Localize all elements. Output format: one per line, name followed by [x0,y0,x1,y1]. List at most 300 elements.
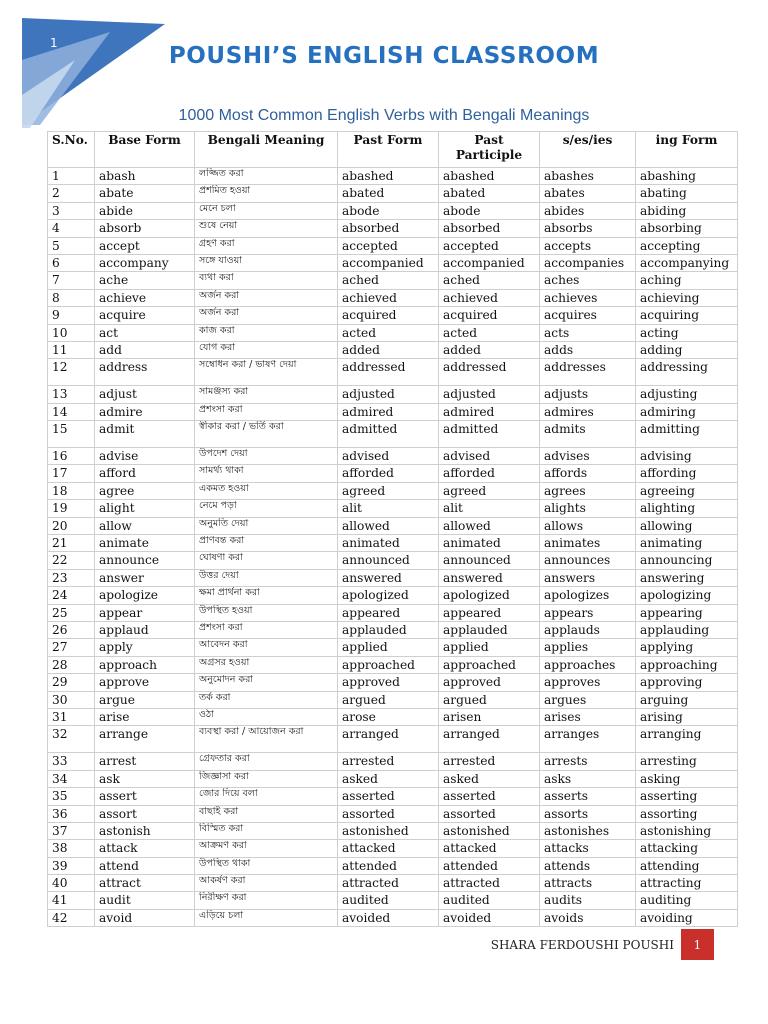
table-cell: applauded [338,621,439,638]
table-cell: addressed [338,359,439,386]
table-row [48,272,738,289]
table-cell: acts [540,324,636,341]
table-cell: abiding [636,202,738,219]
table-cell: ব্যথা করা [195,272,338,289]
table-cell: অর্জন করা [195,307,338,324]
table-cell: 10 [48,324,95,341]
table-cell: arise [95,708,195,725]
table-cell: arisen [439,708,540,725]
table-cell: appeared [338,604,439,621]
table-cell: 30 [48,691,95,708]
table-cell: avoid [95,909,195,926]
table-cell: লজ্জিত করা [195,168,338,185]
table-cell: ক্ষমা প্রার্থনা করা [195,587,338,604]
table-row [48,168,738,185]
table-row [48,403,738,420]
table-row [48,674,738,691]
table-cell: aches [540,272,636,289]
table-cell: arranges [540,726,636,753]
header-cell: S.No. [48,132,95,168]
table-cell: 31 [48,708,95,725]
table-cell: approached [338,656,439,673]
table-row [48,341,738,358]
table-cell: agreeing [636,482,738,499]
table-cell: 20 [48,517,95,534]
table-cell: ঘোষণা করা [195,552,338,569]
table-row [48,386,738,403]
table-cell: aching [636,272,738,289]
table-cell: attacked [338,840,439,857]
table-cell: প্রশমিত হওয়া [195,185,338,202]
table-cell: auditing [636,892,738,909]
table-cell: 2 [48,185,95,202]
table-cell: মেনে চলা [195,202,338,219]
table-cell: 36 [48,805,95,822]
table-cell: abate [95,185,195,202]
table-cell: admitting [636,421,738,448]
table-cell: acting [636,324,738,341]
table-row [48,691,738,708]
table-cell: achieving [636,289,738,306]
table-cell: 12 [48,359,95,386]
table-cell: arranging [636,726,738,753]
table-row [48,552,738,569]
table-cell: arising [636,708,738,725]
table-cell: attends [540,857,636,874]
table-cell: arrested [338,753,439,770]
table-row [48,307,738,324]
table-cell: absorb [95,220,195,237]
table-cell: argue [95,691,195,708]
table-row [48,604,738,621]
table-cell: applauded [439,621,540,638]
table-cell: ব্যবস্থা করা / আয়োজন করা [195,726,338,753]
table-cell: alights [540,500,636,517]
table-cell: 22 [48,552,95,569]
table-cell: absorbing [636,220,738,237]
table-cell: answers [540,569,636,586]
table-cell: avoiding [636,909,738,926]
table-row [48,185,738,202]
table-cell: সম্বোধন করা / ভাষণ দেয়া [195,359,338,386]
table-cell: answer [95,569,195,586]
table-body [48,168,738,927]
table-cell: attending [636,857,738,874]
table-cell: agreed [439,482,540,499]
table-cell: arrested [439,753,540,770]
table-cell: arrests [540,753,636,770]
table-cell: added [338,341,439,358]
table-cell: attract [95,875,195,892]
table-cell: 15 [48,421,95,448]
table-cell: 9 [48,307,95,324]
table-cell: 40 [48,875,95,892]
table-row [48,639,738,656]
table-cell: abated [338,185,439,202]
table-cell: admired [439,403,540,420]
table-cell: আকর্ষণ করা [195,875,338,892]
table-row [48,421,738,448]
table-row [48,482,738,499]
table-cell: ache [95,272,195,289]
table-cell: animate [95,535,195,552]
table-cell: সঙ্গে যাওয়া [195,254,338,271]
table-cell: attended [439,857,540,874]
table-cell: add [95,341,195,358]
table-cell: প্রাণবন্ত করা [195,535,338,552]
table-cell: approved [439,674,540,691]
table-cell: 21 [48,535,95,552]
table-cell: alit [338,500,439,517]
table-cell: act [95,324,195,341]
table-row [48,220,738,237]
table-cell: approve [95,674,195,691]
table-cell: নিরীক্ষণ করা [195,892,338,909]
table-cell: acquires [540,307,636,324]
table-cell: accepted [439,237,540,254]
table-cell: applying [636,639,738,656]
table-cell: announced [439,552,540,569]
table-cell: attack [95,840,195,857]
table-cell: announcing [636,552,738,569]
table-cell: announce [95,552,195,569]
table-cell: applaud [95,621,195,638]
table-cell: কাজ করা [195,324,338,341]
table-cell: arrange [95,726,195,753]
table-cell: সামঞ্জস্য করা [195,386,338,403]
table-cell: apologizes [540,587,636,604]
table-cell: audits [540,892,636,909]
table-cell: admiring [636,403,738,420]
table-cell: বাছাই করা [195,805,338,822]
table-row [48,359,738,386]
table-cell: allow [95,517,195,534]
table-cell: accepted [338,237,439,254]
table-cell: 3 [48,202,95,219]
table-cell: asked [338,770,439,787]
table-cell: applied [338,639,439,656]
table-row [48,465,738,482]
table-cell: apply [95,639,195,656]
table-cell: approving [636,674,738,691]
table-cell: arresting [636,753,738,770]
table-cell: assort [95,805,195,822]
table-cell: abated [439,185,540,202]
table-cell: allowing [636,517,738,534]
table-cell: abashes [540,168,636,185]
table-row [48,726,738,753]
table-cell: adjust [95,386,195,403]
table-cell: adds [540,341,636,358]
table-row [48,656,738,673]
table-cell: astonished [338,822,439,839]
table-row [48,448,738,465]
table-cell: advising [636,448,738,465]
table-cell: appeared [439,604,540,621]
table-cell: adjusting [636,386,738,403]
table-cell: arranged [439,726,540,753]
table-cell: audited [338,892,439,909]
table-row [48,254,738,271]
table-cell: assorting [636,805,738,822]
table-cell: assorted [439,805,540,822]
table-cell: acquired [338,307,439,324]
table-cell: addressed [439,359,540,386]
table-cell: advised [338,448,439,465]
table-cell: 24 [48,587,95,604]
table-cell: জোর দিয়ে বলা [195,788,338,805]
table-cell: argues [540,691,636,708]
table-cell: attend [95,857,195,874]
table-cell: শুষে নেয়া [195,220,338,237]
table-cell: অগ্রসর হওয়া [195,656,338,673]
table-cell: applies [540,639,636,656]
table-cell: 29 [48,674,95,691]
table-cell: attended [338,857,439,874]
table-cell: accept [95,237,195,254]
table-cell: 41 [48,892,95,909]
table-cell: 33 [48,753,95,770]
table-cell: উপস্থিত থাকা [195,857,338,874]
table-cell: ask [95,770,195,787]
table-cell: 32 [48,726,95,753]
table-cell: approach [95,656,195,673]
table-cell: আক্রমণ করা [195,840,338,857]
table-cell: abode [338,202,439,219]
table-cell: adding [636,341,738,358]
table-cell: alit [439,500,540,517]
header-cell: ing Form [636,132,738,168]
table-cell: 11 [48,341,95,358]
table-cell: advised [439,448,540,465]
table-cell: appear [95,604,195,621]
table-row [48,289,738,306]
table-cell: attracted [439,875,540,892]
table-row [48,857,738,874]
table-cell: affords [540,465,636,482]
table-row [48,621,738,638]
table-cell: accompanies [540,254,636,271]
table-cell: asserted [338,788,439,805]
table-cell: avoided [338,909,439,926]
table-cell: 5 [48,237,95,254]
footer-page-number: 1 [681,929,714,960]
table-cell: 8 [48,289,95,306]
table-row [48,822,738,839]
table-cell: 19 [48,500,95,517]
table-cell: 27 [48,639,95,656]
table-cell: একমত হওয়া [195,482,338,499]
page-number-top: 1 [50,36,58,50]
table-cell: 4 [48,220,95,237]
table-cell: astonished [439,822,540,839]
table-cell: answering [636,569,738,586]
table-cell: abode [439,202,540,219]
table-cell: agree [95,482,195,499]
table-cell: অনুমোদন করা [195,674,338,691]
table-cell: 38 [48,840,95,857]
table-cell: achieves [540,289,636,306]
table-row [48,708,738,725]
table-cell: answered [338,569,439,586]
table-row [48,500,738,517]
table-cell: audit [95,892,195,909]
table-cell: 37 [48,822,95,839]
table-cell: abates [540,185,636,202]
table-cell: acquire [95,307,195,324]
table-cell: 18 [48,482,95,499]
table-cell: admire [95,403,195,420]
table-cell: 25 [48,604,95,621]
table-cell: achieved [338,289,439,306]
table-cell: allowed [439,517,540,534]
table-cell: admires [540,403,636,420]
table-cell: তর্ক করা [195,691,338,708]
table-cell: ached [439,272,540,289]
table-row [48,875,738,892]
table-cell: 34 [48,770,95,787]
table-cell: achieved [439,289,540,306]
table-cell: 35 [48,788,95,805]
table-cell: astonishing [636,822,738,839]
table-cell: 16 [48,448,95,465]
table-row [48,892,738,909]
header-cell: Past Participle [439,132,540,168]
table-cell: absorbed [338,220,439,237]
table-cell: accepting [636,237,738,254]
table-cell: arrest [95,753,195,770]
table-cell: asking [636,770,738,787]
table-cell: accompanied [338,254,439,271]
footer-author: SHARA FERDOUSHI POUSHI [490,938,674,952]
table-cell: applied [439,639,540,656]
table-row [48,569,738,586]
table-cell: advise [95,448,195,465]
table-row [48,237,738,254]
table-cell: 39 [48,857,95,874]
table-cell: attracted [338,875,439,892]
table-cell: 14 [48,403,95,420]
table-cell: উত্তর দেয়া [195,569,338,586]
table-cell: audited [439,892,540,909]
table-row [48,805,738,822]
table-cell: asks [540,770,636,787]
page-subtitle: 1000 Most Common English Verbs with Bengali Meanings [178,107,590,124]
table-cell: afforded [439,465,540,482]
table-cell: apologized [439,587,540,604]
table-cell: astonishes [540,822,636,839]
table-cell: 6 [48,254,95,271]
table-cell: asserted [439,788,540,805]
table-cell: avoids [540,909,636,926]
table-cell: adjusted [338,386,439,403]
table-cell: abides [540,202,636,219]
table-cell: abashed [338,168,439,185]
table-cell: agrees [540,482,636,499]
table-row [48,324,738,341]
table-cell: admitted [439,421,540,448]
table-cell: asked [439,770,540,787]
table-cell: acquiring [636,307,738,324]
table-cell: যোগ করা [195,341,338,358]
table-cell: আবেদন করা [195,639,338,656]
table-cell: answered [439,569,540,586]
table-cell: alighting [636,500,738,517]
table-cell: assorted [338,805,439,822]
header-cell: Past Form [338,132,439,168]
table-cell: asserts [540,788,636,805]
table-cell: attracting [636,875,738,892]
table-cell: অর্জন করা [195,289,338,306]
table-cell: প্রশংসা করা [195,403,338,420]
header-cell: s/es/ies [540,132,636,168]
table-row [48,770,738,787]
table-cell: absorbs [540,220,636,237]
table-cell: 26 [48,621,95,638]
table-cell: addresses [540,359,636,386]
table-cell: apologize [95,587,195,604]
table-cell: assert [95,788,195,805]
table-cell: attacking [636,840,738,857]
table-cell: বিস্মিত করা [195,822,338,839]
table-cell: এড়িয়ে চলা [195,909,338,926]
table-cell: achieve [95,289,195,306]
table-cell: acted [338,324,439,341]
table-cell: adjusted [439,386,540,403]
table-cell: 13 [48,386,95,403]
table-row [48,840,738,857]
table-cell: acquired [439,307,540,324]
table-cell: address [95,359,195,386]
table-cell: admitted [338,421,439,448]
table-cell: admits [540,421,636,448]
table-cell: approved [338,674,439,691]
table-cell: afford [95,465,195,482]
table-cell: avoided [439,909,540,926]
table-cell: approached [439,656,540,673]
table-cell: absorbed [439,220,540,237]
table-header-row [48,132,738,168]
table-cell: সামর্থ্য থাকা [195,465,338,482]
table-cell: admit [95,421,195,448]
table-cell: attracts [540,875,636,892]
table-cell: applauding [636,621,738,638]
table-cell: জিজ্ঞাসা করা [195,770,338,787]
table-row [48,202,738,219]
table-cell: attacks [540,840,636,857]
table-row [48,788,738,805]
table-cell: animates [540,535,636,552]
table-cell: affording [636,465,738,482]
table-cell: appearing [636,604,738,621]
table-cell: উপস্থিত হওয়া [195,604,338,621]
table-cell: 17 [48,465,95,482]
table-cell: animated [439,535,540,552]
table-cell: adjusts [540,386,636,403]
table-row [48,587,738,604]
table-cell: গ্রহণ করা [195,237,338,254]
table-cell: accompany [95,254,195,271]
table-row [48,517,738,534]
table-cell: প্রশংসা করা [195,621,338,638]
table-cell: animated [338,535,439,552]
table-cell: abide [95,202,195,219]
table-cell: arguing [636,691,738,708]
table-cell: accompanied [439,254,540,271]
table-cell: allowed [338,517,439,534]
table-cell: asserting [636,788,738,805]
table-cell: 42 [48,909,95,926]
